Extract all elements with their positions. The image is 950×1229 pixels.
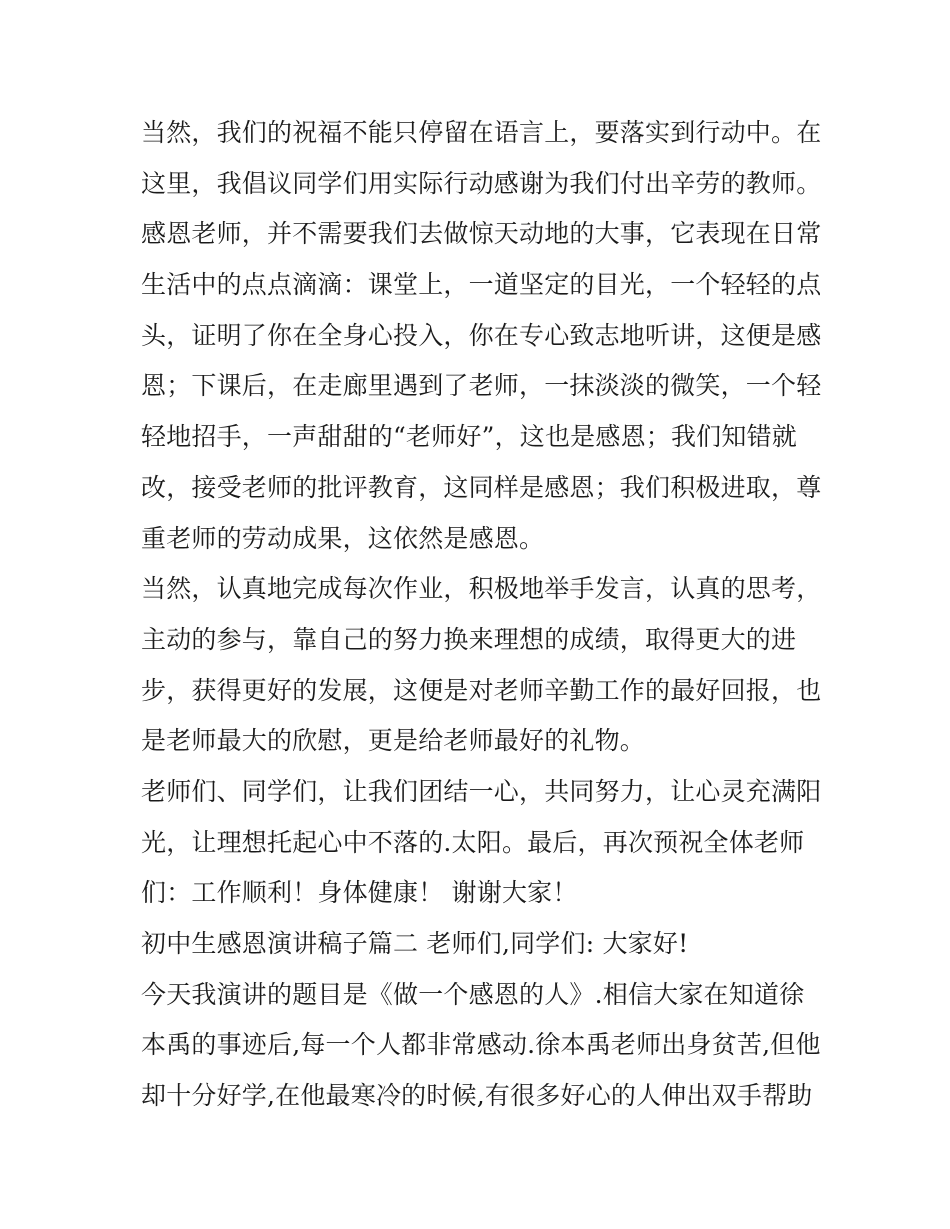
text-line: 本禹的事迹后,每一个人都非常感动.徐本禹老师出身贫苦,但他: [141, 1030, 821, 1060]
text-line: 改，接受老师的批评教育，这同样是感恩；我们积极进取，尊: [141, 472, 822, 502]
section-heading-line: 初中生感恩演讲稿子篇二 老师们,同学们: 大家好!: [141, 929, 689, 958]
text-line: 老师们、同学们，让我们团结一心，共同努力，让心灵充满阳: [141, 776, 822, 806]
text-line: 生活中的点点滴滴：课堂上，一道坚定的目光，一个轻轻的点: [141, 270, 822, 300]
text-line: 步，获得更好的发展，这便是对老师辛勤工作的最好回报，也: [141, 675, 822, 705]
text-line: 光，让理想托起心中不落的.太阳。最后，再次预祝全体老师: [141, 827, 805, 857]
text-line: 感恩老师，并不需要我们去做惊天动地的大事，它表现在日常: [141, 219, 822, 249]
text-line: 今天我演讲的题目是《做一个感恩的人》.相信大家在知道徐: [141, 979, 805, 1009]
body-text: [141, 108, 821, 1122]
text-line: 这里，我倡议同学们用实际行动感谢为我们付出辛劳的教师。: [141, 168, 822, 198]
text-line: 头，证明了你在全身心投入，你在专心致志地听讲，这便是感: [141, 320, 822, 350]
text-line: 是老师最大的欣慰，更是给老师最好的礼物。: [141, 726, 646, 756]
text-line: 却十分好学,在他最寒冷的时候,有很多好心的人伸出双手帮助: [141, 1081, 813, 1111]
text-line: 恩；下课后，在走廊里遇到了老师，一抹淡淡的微笑，一个轻: [141, 371, 822, 401]
text-line: 重老师的劳动成果，这依然是感恩。: [141, 523, 545, 553]
text-line: 轻地招手，一声甜甜的“老师好”，这也是感恩；我们知错就: [141, 422, 797, 452]
text-line: 当然，我们的祝福不能只停留在语言上，要落实到行动中。在: [141, 118, 822, 147]
text-line: 主动的参与，靠自己的努力换来理想的成绩，取得更大的进: [141, 624, 797, 654]
text-line: 当然，认真地完成每次作业，积极地举手发言，认真的思考，: [141, 574, 822, 604]
text-line: 们：工作顺利！身体健康！ 谢谢大家！: [141, 878, 578, 908]
